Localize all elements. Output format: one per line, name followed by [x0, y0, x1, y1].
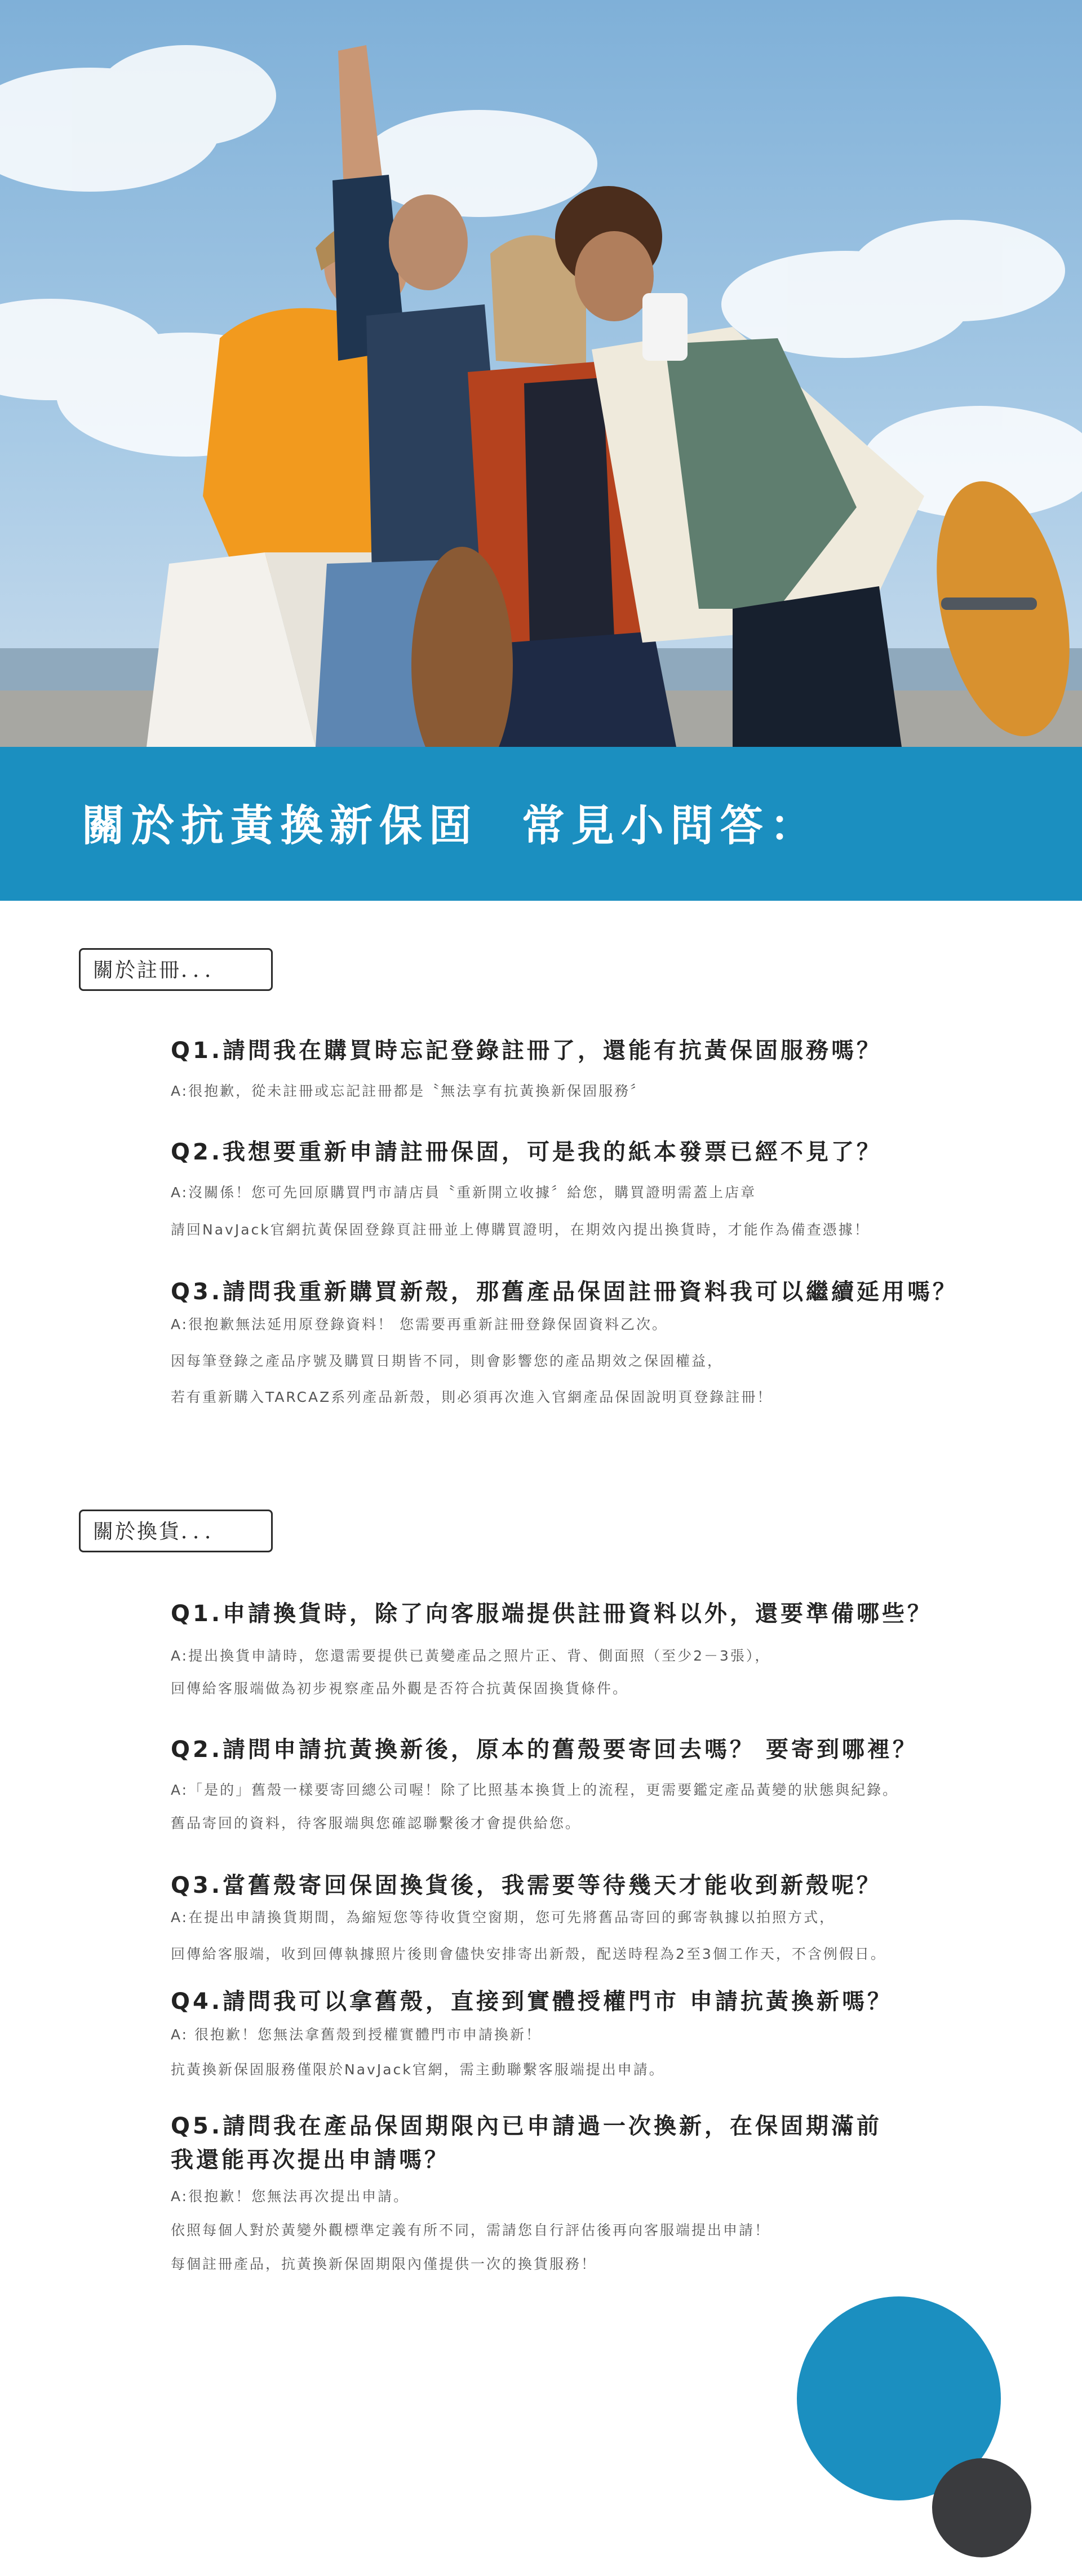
faq-answer: A:很抱歉，從未註冊或忘記註冊都是〝無法享有抗黃換新保固服務〞: [171, 1083, 646, 1099]
page-title: 關於抗黃換新保固 常見小問答：: [82, 800, 819, 851]
faq-question: Q2.我想要重新申請註冊保固，可是我的紙本發票已經不見了？: [171, 1139, 883, 1165]
faq-answer: A:提出換貨申請時，您還需要提供已黃變產品之照片正、背、側面照（至少2－3張），: [171, 1648, 771, 1664]
faq-answer: A:在提出申請換貨期間，為縮短您等待收貨空窗期，您可先將舊品寄回的郵寄執據以拍照方式，: [171, 1909, 836, 1926]
faq-question: Q3.請問我重新購買新殼，那舊產品保固註冊資料我可以繼續延用嗎？: [171, 1279, 959, 1305]
hero-photo: [0, 0, 1082, 747]
section-tag-label: 關於換貨．．．: [93, 1520, 227, 1543]
faq-answer: 依照每個人對於黃變外觀標準定義有所不同，需請您自行評估後再向客服端提出申請！: [171, 2222, 771, 2238]
faq-answer: A:很抱歉無法延用原登錄資料！ 您需要再重新註冊登錄保固資料乙次。: [171, 1316, 668, 1333]
section-tag-label: 關於註冊．．．: [93, 959, 227, 982]
faq-answer: 抗黃換新保固服務僅限於NavJack官網，需主動聯繫客服端提出申請。: [171, 2061, 665, 2078]
faq-answer: A:很抱歉！您無法再次提出申請。: [171, 2188, 410, 2205]
faq-question: Q3.當舊殼寄回保固換貨後，我需要等待幾天才能收到新殼呢？: [171, 1873, 883, 1898]
faq-answer: 請回NavJack官網抗黃保固登錄頁註冊並上傳購買證明，在期效內提出換貨時，才能作為備查憑據！: [171, 1221, 870, 1238]
section-tag-exchange: [79, 1510, 273, 1552]
faq-answer: 每個註冊產品，抗黃換新保固期限內僅提供一次的換貨服務！: [171, 2256, 597, 2272]
faq-question-continued: 我還能再次提出申請嗎？: [171, 2147, 450, 2173]
faq-answer: 因每筆登錄之產品序號及購買日期皆不同，則會影響您的產品期效之保固權益，: [171, 1353, 724, 1369]
faq-banner: [0, 747, 1082, 901]
decorative-circle-dark: [932, 2458, 1031, 2557]
faq-answer: 回傳給客服端，收到回傳執據照片後則會儘快安排寄出新殼，配送時程為2至3個工作天，不含例假日。: [171, 1946, 886, 1962]
faq-question: Q4.請問我可以拿舊殼，直接到實體授權門市 申請抗黃換新嗎？: [171, 1989, 893, 2015]
faq-answer: A: 很抱歉！您無法拿舊殼到授權實體門市申請換新！: [171, 2026, 542, 2043]
section-tag-registration: [79, 948, 273, 991]
faq-question: Q1.請問我在購買時忘記登錄註冊了，還能有抗黃保固服務嗎？: [171, 1038, 883, 1064]
faq-answer: A:沒關係！您可先回原購買門市請店員〝重新開立收據〞給您，購買證明需蓋上店章: [171, 1184, 757, 1201]
faq-answer: 舊品寄回的資料，待客服端與您確認聯繫後才會提供給您。: [171, 1815, 582, 1831]
faq-answer: A:「是的」舊殼一樣要寄回總公司喔！除了比照基本換貨上的流程，更需要鑑定產品黃變的狀態與紀錄。: [171, 1782, 899, 1798]
faq-question: Q5.請問我在產品保固期限內已申請過一次換新，在保固期滿前: [171, 2113, 883, 2139]
faq-question: Q1.申請換貨時，除了向客服端提供註冊資料以外，還要準備哪些？: [171, 1601, 933, 1627]
faq-answer: 若有重新購入TARCAZ系列產品新殼，則必須再次進入官網產品保固說明頁登錄註冊！: [171, 1389, 773, 1405]
faq-answer: 回傳給客服端做為初步視察產品外觀是否符合抗黃保固換貨條件。: [171, 1680, 629, 1697]
faq-question: Q2.請問申請抗黃換新後，原本的舊殼要寄回去嗎？ 要寄到哪裡？: [171, 1737, 918, 1763]
